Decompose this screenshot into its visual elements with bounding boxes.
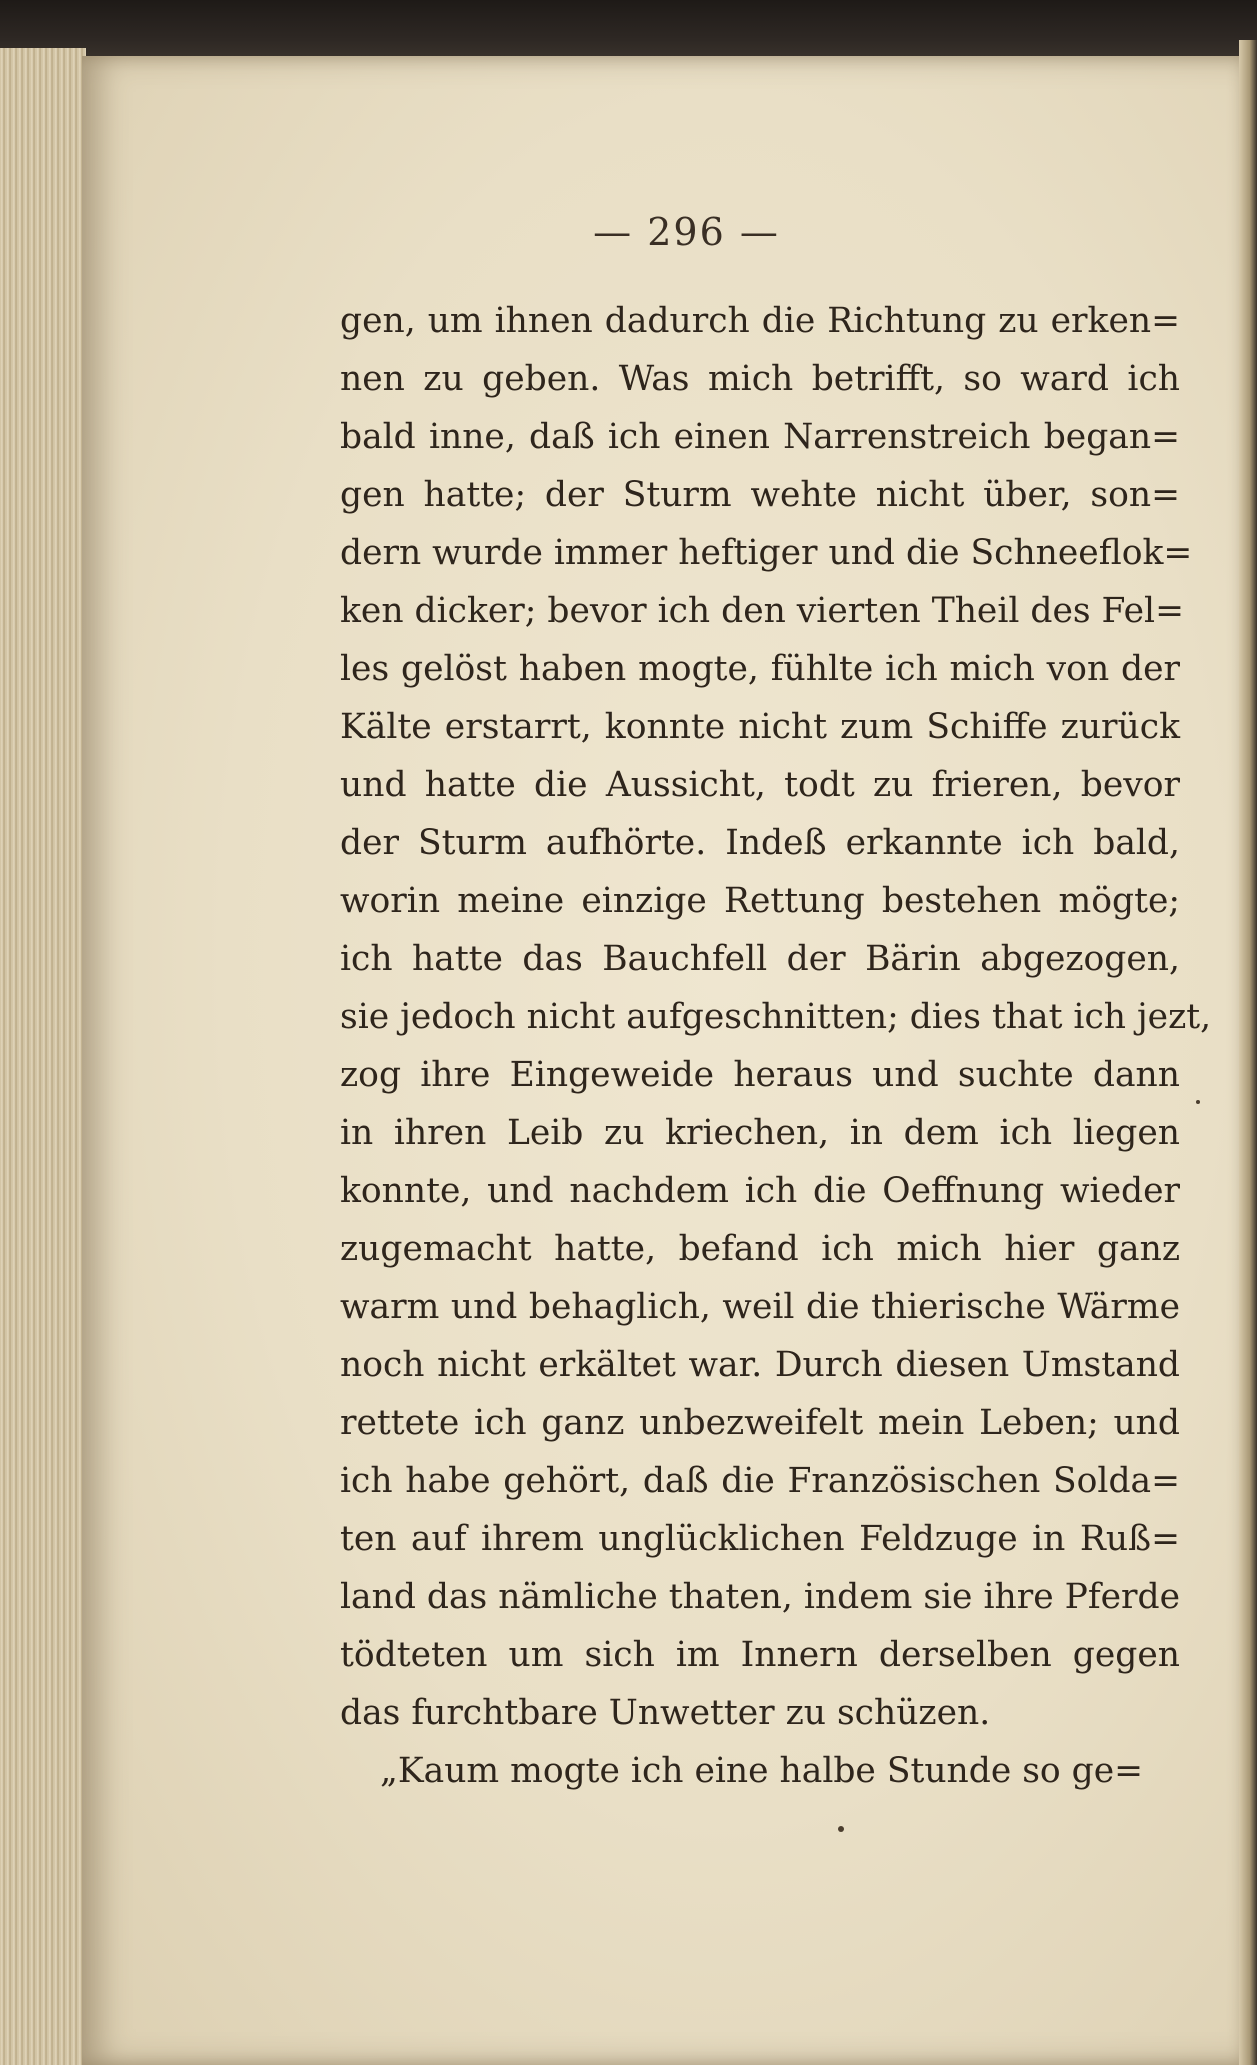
right-page-edge: [1239, 40, 1257, 2065]
body-text: [340, 292, 1212, 1800]
text-line: und hatte die Aussicht, todt zu frieren, bevor: [340, 765, 1180, 805]
text-line: noch nicht erkältet war. Durch diesen Umstand: [340, 1345, 1180, 1385]
page-stack-edge: [0, 48, 86, 2065]
page-number: — 296 —: [593, 210, 780, 254]
text-line: der Sturm aufhörte. Indeß erkannte ich bald,: [340, 823, 1180, 863]
ink-speck: [838, 1826, 844, 1832]
text-line: ich habe gehört, daß die Französischen Solda=: [340, 1461, 1180, 1501]
text-line: zog ihre Eingeweide heraus und suchte dann: [340, 1055, 1180, 1095]
text-line: zugemacht hatte, befand ich mich hier ganz: [340, 1229, 1180, 1269]
text-line: gen hatte; der Sturm wehte nicht über, son=: [340, 475, 1180, 515]
text-line: dern wurde immer heftiger und die Schneeflok=: [340, 533, 1193, 573]
text-line: warm und behaglich, weil die thierische Wärme: [340, 1287, 1180, 1327]
text-line: worin meine einzige Rettung bestehen mögte;: [340, 881, 1180, 921]
text-line: rettete ich ganz unbezweifelt mein Leben; und: [340, 1403, 1180, 1443]
text-line: das furchtbare Unwetter zu schüzen.: [340, 1693, 991, 1733]
text-line: nen zu geben. Was mich betrifft, so ward ich: [340, 359, 1180, 399]
text-line: „Kaum mogte ich eine halbe Stunde so ge=: [380, 1751, 1144, 1791]
text-line: konnte, und nachdem ich die Oeffnung wieder: [340, 1171, 1180, 1211]
text-line: ken dicker; bevor ich den vierten Theil des Fel=: [340, 591, 1184, 631]
text-line: ten auf ihrem unglücklichen Feldzuge in Ruß=: [340, 1519, 1180, 1559]
text-line: bald inne, daß ich einen Narrenstreich began=: [340, 417, 1180, 457]
text-line: in ihren Leib zu kriechen, in dem ich liegen: [340, 1113, 1180, 1153]
text-line: tödteten um sich im Innern derselben gegen: [340, 1635, 1180, 1675]
text-line: gen, um ihnen dadurch die Richtung zu erken=: [340, 301, 1180, 341]
text-line: Kälte erstarrt, konnte nicht zum Schiffe zurück: [340, 707, 1180, 747]
ink-speck: [1196, 1100, 1200, 1104]
text-line: ich hatte das Bauchfell der Bärin abgezogen,: [340, 939, 1180, 979]
text-line: land das nämliche thaten, indem sie ihre Pferde: [340, 1577, 1180, 1617]
text-line: sie jedoch nicht aufgeschnitten; dies that ich jezt,: [340, 997, 1212, 1037]
text-line: les gelöst haben mogte, fühlte ich mich von der: [340, 649, 1180, 689]
